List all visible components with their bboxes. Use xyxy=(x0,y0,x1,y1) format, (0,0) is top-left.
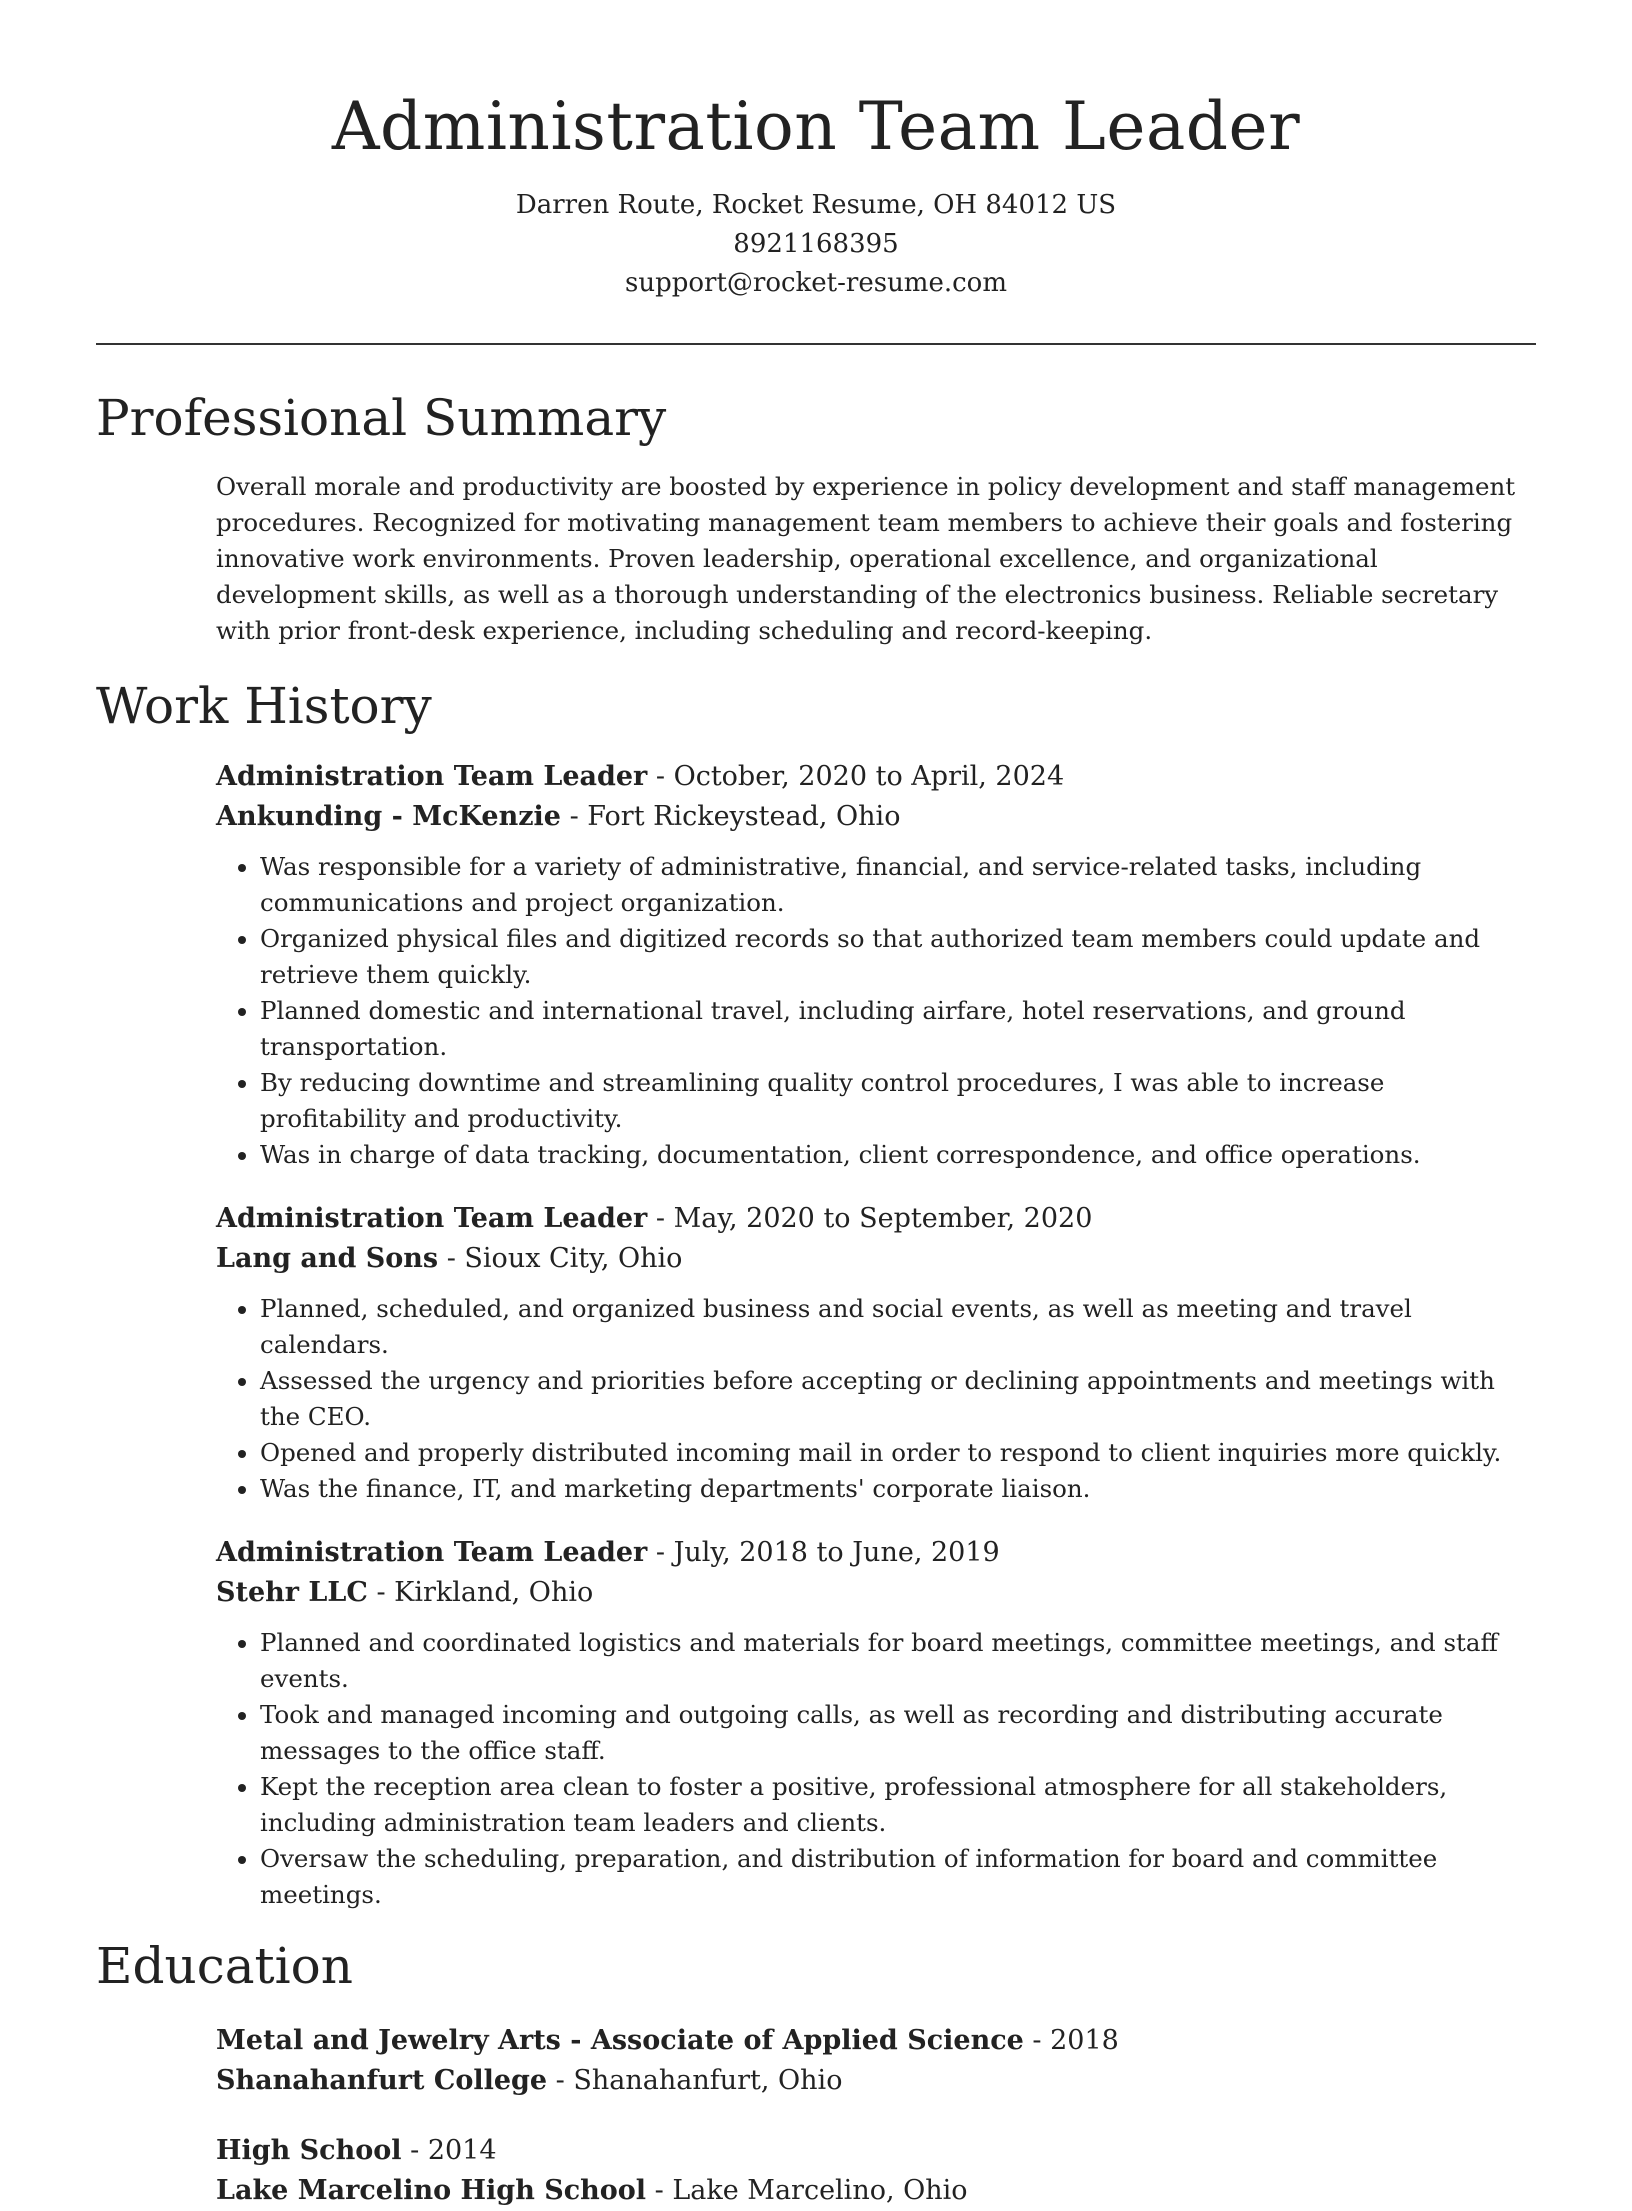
job-bullets xyxy=(216,1625,1536,1913)
job-bullet: • Oversaw the scheduling, preparation, and distribution of information for board and committee meetings. xyxy=(260,1841,1536,1913)
resume-header xyxy=(96,0,1536,303)
job-entry xyxy=(216,757,1536,1173)
job-company-line xyxy=(216,1573,1536,1613)
contact-block xyxy=(96,186,1536,303)
job-role: Administration Team Leader xyxy=(216,761,648,792)
education-school-line xyxy=(216,2061,1536,2101)
job-location: - Fort Rickeystead, Ohio xyxy=(560,801,901,832)
job-title-line xyxy=(216,1199,1536,1239)
job-role: Administration Team Leader xyxy=(216,1203,648,1234)
education-entry xyxy=(216,2131,1536,2211)
education-year: - 2014 xyxy=(401,2135,497,2166)
job-bullets xyxy=(216,1291,1536,1507)
contact-phone: 8921168395 xyxy=(733,229,899,259)
job-bullet: • Assessed the urgency and priorities before accepting or declining appointments and meetings with the CEO. xyxy=(260,1363,1536,1435)
job-bullet: • Took and managed incoming and outgoing calls, as well as recording and distributing accurate messages to the office staff. xyxy=(260,1697,1536,1769)
job-bullet: • Was responsible for a variety of administrative, financial, and service-related tasks, including communications and project organization. xyxy=(260,849,1536,921)
work-history-heading: Work History xyxy=(96,677,432,735)
job-dates: - October, 2020 to April, 2024 xyxy=(647,761,1065,792)
job-title-line xyxy=(216,757,1536,797)
job-company: Ankunding - McKenzie xyxy=(216,801,561,832)
summary-heading: Professional Summary xyxy=(96,389,667,447)
education-degree-line xyxy=(216,2021,1536,2061)
job-company: Stehr LLC xyxy=(216,1577,368,1608)
job-dates: - May, 2020 to September, 2020 xyxy=(647,1203,1093,1234)
header-divider xyxy=(96,343,1536,345)
contact-address: Darren Route, Rocket Resume, OH 84012 US xyxy=(515,190,1117,220)
education-location: - Shanahanfurt, Ohio xyxy=(547,2065,843,2096)
job-role: Administration Team Leader xyxy=(216,1537,648,1568)
job-company-line xyxy=(216,1239,1536,1279)
job-bullet: • Was in charge of data tracking, documentation, client correspondence, and office operations. xyxy=(260,1137,1536,1173)
education-entry xyxy=(216,2021,1536,2101)
job-dates: - July, 2018 to June, 2019 xyxy=(647,1537,1000,1568)
job-bullet: • Planned, scheduled, and organized business and social events, as well as meeting and travel calendars. xyxy=(260,1291,1536,1363)
education-degree: Metal and Jewelry Arts - Associate of Applied Science xyxy=(216,2025,1024,2056)
education-degree: High School xyxy=(216,2135,402,2166)
job-bullet: • Opened and properly distributed incoming mail in order to respond to client inquiries more quickly. xyxy=(260,1435,1536,1471)
education-location: - Lake Marcelino, Ohio xyxy=(646,2175,968,2206)
job-bullet: • Was the finance, IT, and marketing departments' corporate liaison. xyxy=(260,1471,1536,1507)
job-company-line xyxy=(216,797,1536,837)
job-bullet: • By reducing downtime and streamlining quality control procedures, I was able to increase profitability and productivity. xyxy=(260,1065,1536,1137)
job-bullet: • Kept the reception area clean to foster a positive, professional atmosphere for all stakeholders, including administration team leaders and clients. xyxy=(260,1769,1536,1841)
education-heading: Education xyxy=(96,1937,353,1995)
job-company: Lang and Sons xyxy=(216,1243,439,1274)
job-location: - Kirkland, Ohio xyxy=(367,1577,594,1608)
job-bullet: • Organized physical files and digitized records so that authorized team members could update and retrieve them quickly. xyxy=(260,921,1536,993)
education-school: Lake Marcelino High School xyxy=(216,2175,647,2206)
summary-text: Overall morale and productivity are boosted by experience in policy development and staff management procedures. Recognized for motivating management team members to achieve their goals and fostering innovative work environments. Proven leadership, operational excellence, and organizational development skills, as well as a thorough understanding of the electronics business. Reliable secretary with prior front-desk experience, including scheduling and record-keeping. xyxy=(216,472,1516,645)
job-location: - Sioux City, Ohio xyxy=(438,1243,683,1274)
job-bullet: • Planned domestic and international travel, including airfare, hotel reservations, and ground transportation. xyxy=(260,993,1536,1065)
job-entry xyxy=(216,1533,1536,1913)
job-title-line xyxy=(216,1533,1536,1573)
education-degree-line xyxy=(216,2131,1536,2171)
job-bullets xyxy=(216,849,1536,1173)
job-bullet: • Planned and coordinated logistics and materials for board meetings, committee meetings, and staff events. xyxy=(260,1625,1536,1697)
contact-email: support@rocket-resume.com xyxy=(624,268,1007,298)
education-school-line xyxy=(216,2171,1536,2211)
education-year: - 2018 xyxy=(1023,2025,1119,2056)
resume-name: Administration Team Leader xyxy=(331,88,1301,165)
job-entry xyxy=(216,1199,1536,1507)
education-school: Shanahanfurt College xyxy=(216,2065,548,2096)
